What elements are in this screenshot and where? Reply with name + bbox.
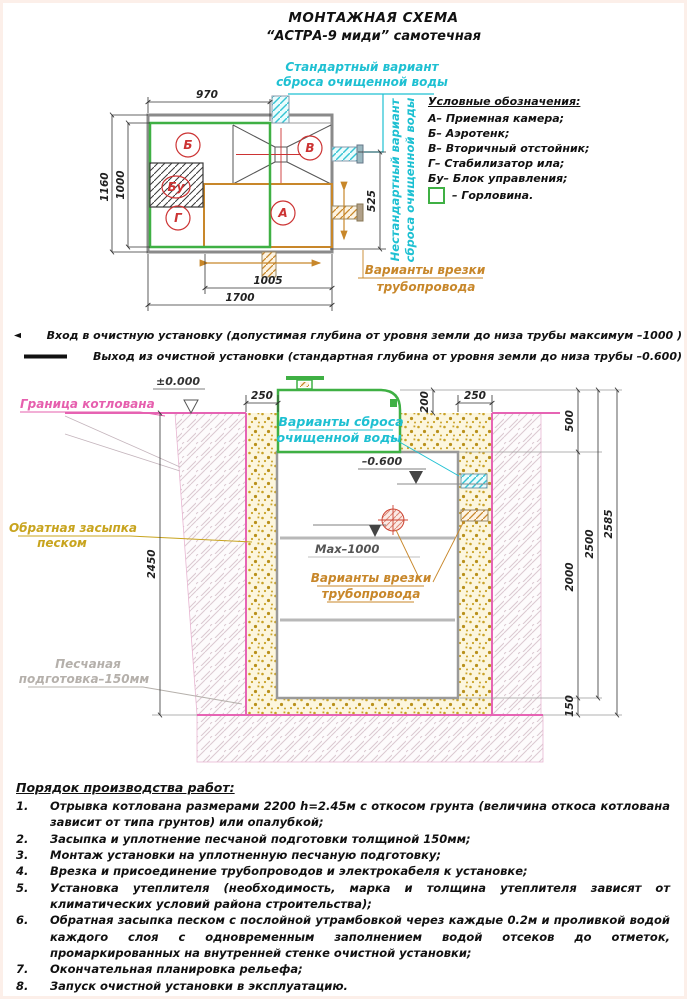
dim-1005: 1005 — [253, 275, 283, 287]
section-tap-variants-line2: трубопровода — [321, 587, 421, 601]
section-discharge-line2: очищенной воды — [276, 430, 402, 445]
dim-1160: 1160 — [99, 172, 111, 202]
procedure-item-text: Запуск очистной установки в эксплуатацию. — [50, 978, 348, 993]
title-line1: МОНТАЖНАЯ СХЕМА — [288, 10, 459, 26]
procedure-item — [16, 978, 670, 994]
procedure-item — [16, 912, 670, 961]
backfill-text-line1: Обратная засыпка — [8, 521, 138, 535]
page-title — [60, 10, 687, 44]
sand-prep-text-line2: подготовка–150мм — [18, 672, 150, 686]
procedure-item-text: Врезка и присоединение трубопроводов и электрокабеля к установке; — [50, 864, 528, 879]
procedure-item-number: 7. — [16, 962, 29, 977]
dim-250-left: 250 — [251, 390, 273, 402]
procedure-item-text: Окончательная планировка рельефа; — [50, 962, 303, 977]
outlet-arrow-icon — [14, 351, 67, 362]
plan-tap-variants-line1: Варианты врезки — [364, 263, 486, 277]
legend-item-v: В– Вторичный отстойник; — [428, 142, 590, 155]
procedure-item — [16, 863, 670, 879]
procedure-item-text: Отрывка котлована размерами 2200 h=2.45м с откосом грунта (величина откоса котлована зависит от типа грунтов) или опалубкой; — [50, 799, 670, 830]
title-line2: “АСТРА-9 миди” самотечная — [265, 29, 482, 44]
inlet-pipe-bottom — [262, 252, 276, 277]
procedure-item-number: 5. — [16, 880, 29, 895]
dim-1000: 1000 — [115, 170, 127, 200]
procedure-item-text: Обратная засыпка песком с послойной утрамбовкой через каждые 0.2м и проливкой водой каждого слоя с одновременным заполнением водой отсеков до отметок, промаркированных на внутренней стенке очистной установки; — [50, 913, 670, 960]
standard-discharge-line2: сброса очищенной воды — [276, 75, 448, 89]
procedure-item-text: Монтаж установки на уплотненную песчаную подготовку; — [50, 847, 441, 862]
procedure-item-number: 6. — [16, 913, 29, 928]
level-minus600-text: –0.600 — [361, 455, 403, 468]
nonstandard-discharge-line2: сброса очищенной воды — [403, 97, 417, 263]
legend-item-a: А– Приемная камера; — [428, 112, 565, 125]
procedure-item-number: 8. — [16, 978, 29, 993]
pit-boundary-text: Граница котлована — [20, 397, 155, 411]
procedure-item-number: 2. — [16, 831, 29, 846]
procedure-item-number: 1. — [16, 799, 29, 813]
dim-500: 500 — [564, 410, 576, 432]
label-chamber-a: А — [278, 206, 288, 220]
dim-1700: 1700 — [225, 292, 255, 304]
dim-2450: 2450 — [146, 549, 158, 579]
label-chamber-v: В — [305, 141, 315, 155]
vent-mushroom — [286, 376, 324, 389]
slope-lines — [65, 416, 180, 471]
legend — [428, 94, 648, 204]
procedure-item — [16, 880, 670, 913]
label-chamber-b: Б — [183, 138, 193, 152]
section-discharge-line1: Варианты сброса — [278, 414, 404, 429]
legend-item-bu: Бу– Блок управления; — [428, 172, 568, 185]
outlet-note — [14, 350, 682, 363]
plan-tap-variants-note — [358, 250, 486, 294]
level-zero-text: ±0.000 — [155, 375, 201, 388]
dim-250-right: 250 — [464, 390, 486, 402]
outlet-pipe-stub — [461, 474, 487, 488]
work-procedure — [16, 780, 670, 994]
dim-200: 200 — [419, 391, 431, 413]
inlet-note — [14, 329, 682, 342]
nonstandard-discharge-pipe — [332, 147, 357, 161]
legend-item-b: Б– Аэротенк; — [428, 127, 510, 140]
gorlovina-square-icon — [428, 187, 445, 204]
dim-150: 150 — [564, 695, 576, 717]
dim-2500: 2500 — [584, 529, 596, 559]
dim-525: 525 — [366, 190, 378, 212]
sand-prep-text-line1: Песчаная — [55, 657, 121, 671]
procedure-item — [16, 798, 670, 831]
sand-preparation-layer — [246, 698, 492, 715]
plan-tap-variants-line2: трубопровода — [376, 280, 476, 294]
section-tap-variants-line1: Варианты врезки — [310, 571, 432, 585]
procedure-item-number: 4. — [16, 864, 29, 879]
procedure-item — [16, 961, 670, 977]
legend-gorlovina-label: – Горловина. — [452, 189, 534, 202]
legend-item-g: Г– Стабилизатор ила; — [428, 157, 565, 170]
label-chamber-g: Г — [174, 211, 182, 225]
procedure-item-text: Установка утеплителя (необходимость, марка и толщина утеплителя зависят от климатических условий района строительства); — [50, 880, 670, 911]
procedure-item-number: 3. — [16, 847, 29, 862]
dim-2585: 2585 — [603, 509, 615, 539]
inlet-arrow-icon — [14, 329, 21, 342]
backfill-text-line2: песком — [37, 536, 87, 550]
procedure-item-text: Засыпка и уплотнение песчаной подготовки толщиной 150мм; — [50, 831, 471, 846]
nonstandard-discharge-note — [388, 97, 417, 262]
outlet-note-text: Выход из очистной установки (стандартная глубина от уровня земли до низа трубы –0.600) — [93, 350, 682, 363]
level-zero-mark — [153, 375, 205, 413]
procedure-item — [16, 847, 670, 863]
lid-valve — [390, 399, 397, 407]
legend-item-gorlovina — [428, 187, 648, 204]
procedure-item — [16, 831, 670, 847]
procedure-title: Порядок производства работ: — [16, 780, 235, 795]
dim-2000: 2000 — [564, 562, 576, 592]
level-max1000-text: Мах–1000 — [315, 542, 380, 556]
legend-title: Условные обозначения: — [428, 95, 581, 108]
label-chamber-bu: Бу — [167, 180, 185, 194]
section-view-drawing — [0, 372, 687, 772]
standard-discharge-line1: Стандартный вариант — [285, 60, 439, 74]
inlet-note-text: Вход в очистную установку (допустимая глубина от уровня земли до низа трубы максимум –1000 ) — [46, 329, 682, 342]
standard-discharge-pipe — [272, 96, 289, 123]
dim-970: 970 — [196, 89, 218, 101]
inlet-pipe-stub — [461, 510, 488, 521]
nonstandard-discharge-line1: Нестандартный вариант — [388, 98, 402, 262]
